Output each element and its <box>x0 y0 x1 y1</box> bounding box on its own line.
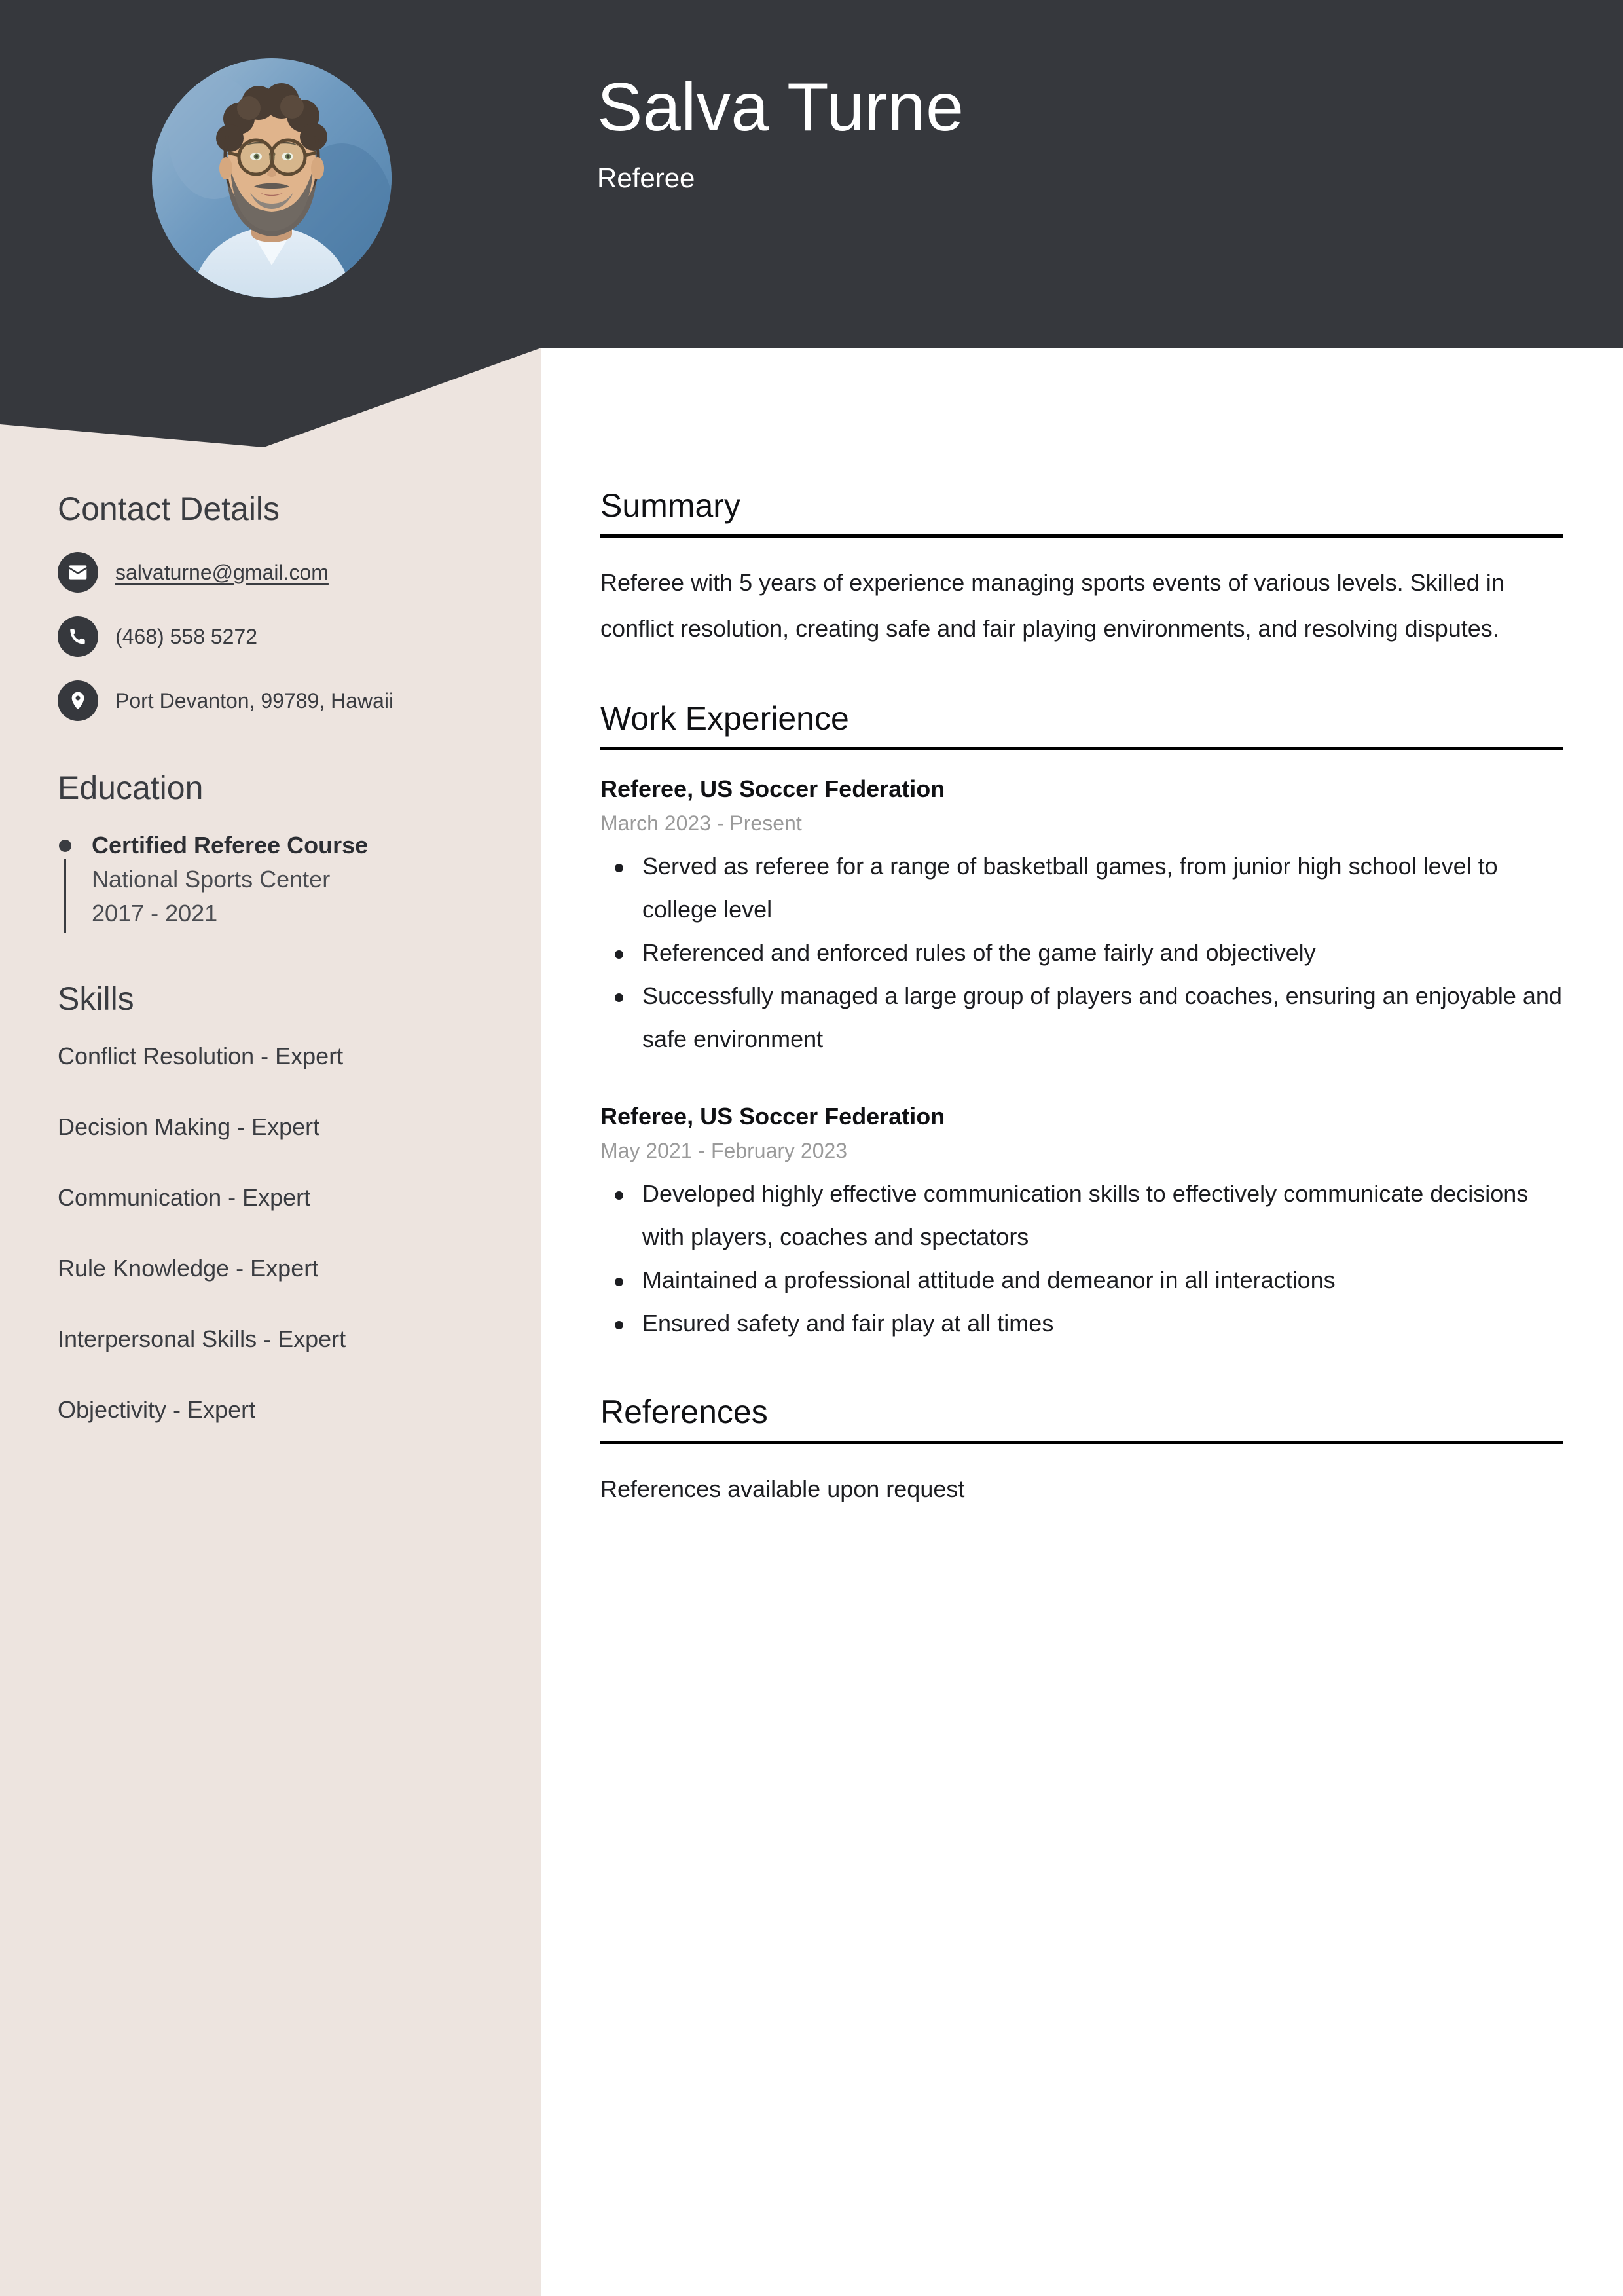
work-bullets <box>600 1172 1563 1345</box>
work-experience-section <box>600 699 1563 1345</box>
work-bullet: Referenced and enforced rules of the game fairly and objectively <box>600 931 1563 974</box>
work-bullet: Maintained a professional attitude and demeanor in all interactions <box>600 1259 1563 1302</box>
work-bullet: Successfully managed a large group of players and coaches, ensuring an enjoyable and safe environment <box>600 974 1563 1061</box>
skill-item: Conflict Resolution - Expert <box>58 1043 344 1069</box>
contact-address-value: Port Devanton, 99789, Hawaii <box>115 689 394 713</box>
work-bullet: Served as referee for a range of basketball games, from junior high school level to college level <box>600 845 1563 931</box>
skills-section <box>58 980 490 1425</box>
references-text: References available upon request <box>600 1475 965 1502</box>
header-chevron-shape <box>0 341 541 455</box>
envelope-icon <box>58 552 98 593</box>
contact-details-heading: Contact Details <box>58 491 280 527</box>
contact-details-section <box>58 490 490 722</box>
work-bullet: Developed highly effective communication skills to effectively communicate decisions with players, coaches and spectators <box>600 1172 1563 1259</box>
header-text-block <box>597 71 964 194</box>
work-bullets <box>600 845 1563 1061</box>
avatar <box>152 58 392 298</box>
main-content <box>600 486 1563 1512</box>
skills-list <box>58 1041 490 1425</box>
candidate-job-title: Referee <box>597 162 695 193</box>
skill-item: Rule Knowledge - Expert <box>58 1255 319 1282</box>
contact-phone-value[interactable]: (468) 558 5272 <box>115 625 258 648</box>
education-item <box>58 830 490 929</box>
work-experience-heading: Work Experience <box>600 699 1563 750</box>
skill-item: Communication - Expert <box>58 1184 311 1211</box>
work-dates: May 2021 - February 2023 <box>600 1139 848 1162</box>
summary-text: Referee with 5 years of experience managing sports events of various levels. Skilled in conflict resolution, creating safe and fair playing environments, and resolving disputes. <box>600 569 1504 642</box>
references-section <box>600 1392 1563 1512</box>
skill-item: Decision Making - Expert <box>58 1113 320 1140</box>
candidate-name: Salva Turne <box>597 69 964 145</box>
contact-item-phone[interactable] <box>58 616 490 657</box>
work-experience-item <box>600 773 1563 1061</box>
work-bullet: Ensured safety and fair play at all times <box>600 1302 1563 1345</box>
work-role: Referee, US Soccer Federation <box>600 1103 945 1130</box>
education-heading: Education <box>58 769 204 806</box>
work-experience-item <box>600 1100 1563 1345</box>
phone-icon <box>58 616 98 657</box>
education-school: National Sports Center <box>92 866 331 893</box>
summary-section <box>600 486 1563 652</box>
contact-email-value[interactable]: salvaturne@gmail.com <box>115 561 329 584</box>
work-role: Referee, US Soccer Federation <box>600 775 945 802</box>
summary-heading: Summary <box>600 486 1563 538</box>
profile-photo-illustration <box>152 58 392 298</box>
education-degree: Certified Referee Course <box>92 832 369 859</box>
contact-item-email[interactable] <box>58 551 490 593</box>
sidebar <box>58 490 490 1425</box>
work-dates: March 2023 - Present <box>600 811 802 835</box>
education-timeline-line <box>64 859 66 933</box>
spacer <box>600 1073 1563 1100</box>
skills-heading: Skills <box>58 980 134 1017</box>
location-pin-icon <box>58 680 98 721</box>
education-bullet-icon <box>59 840 71 852</box>
references-heading: References <box>600 1392 1563 1444</box>
skill-item: Objectivity - Expert <box>58 1396 256 1423</box>
skill-item: Interpersonal Skills - Expert <box>58 1325 346 1352</box>
education-dates: 2017 - 2021 <box>92 900 218 927</box>
education-section <box>58 769 490 929</box>
contact-item-address <box>58 680 490 722</box>
contact-list <box>58 551 490 722</box>
